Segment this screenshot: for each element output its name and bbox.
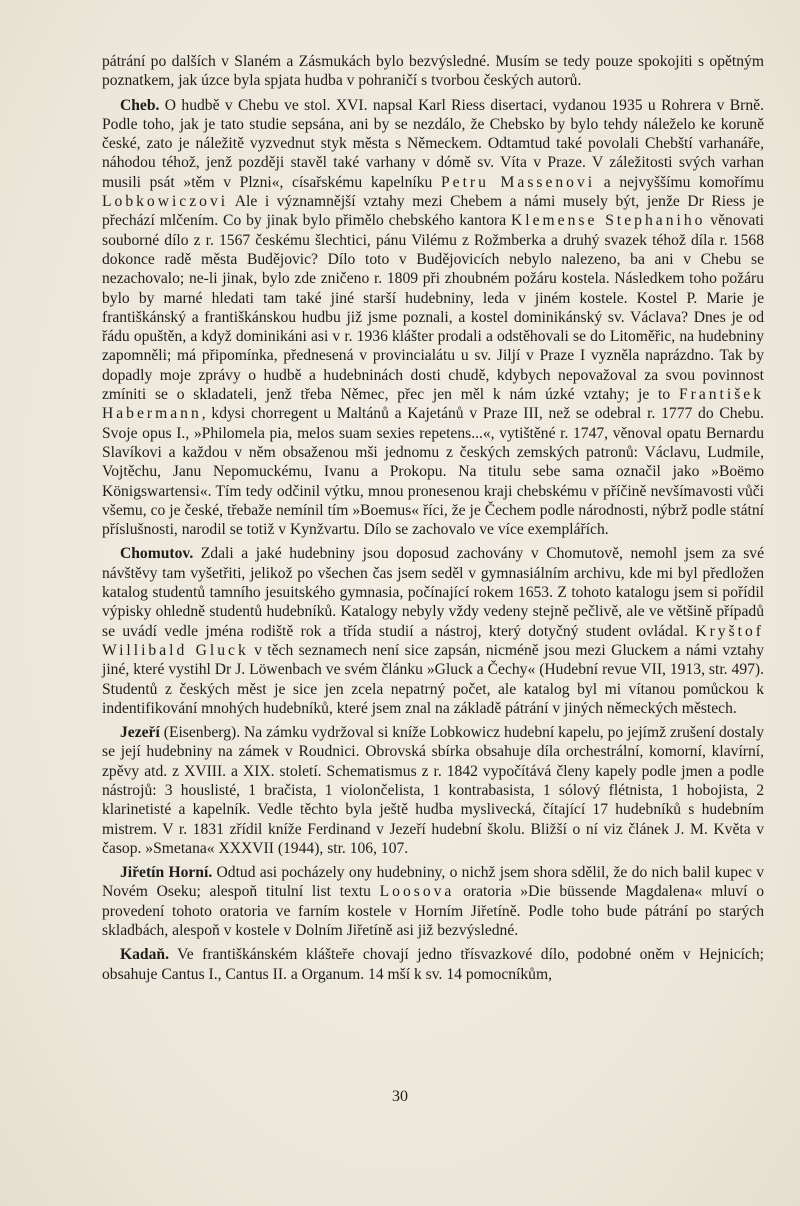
section-heading-jezeri: Jezeří xyxy=(120,724,160,742)
paragraph-text: oratoria »Die büssende Magdalena« mluví o provedení tohoto oratoria ve farním kostele v Horním Jiřetíně. Podle toho bude pátrání po starých skladbách, alespoň v kostele v Dolním Jiřetíně asi již bezvýsledné. xyxy=(102,883,764,940)
paragraph-jezeri xyxy=(102,723,764,858)
paragraph-cheb xyxy=(102,96,764,540)
person-name: Petru Massenovi xyxy=(440,173,596,191)
section-heading-kadan: Kadaň. xyxy=(120,946,169,964)
person-name: Kryštof Willibald Gluck xyxy=(102,622,764,659)
paragraph-text: Ve františkánském klášteře chovají jedno třísvazkové dílo, podobné oněm v Hejnicích; obsahuje Cantus I., Cantus II. a Organum. 14 mší k sv. 14 pomocníkům, xyxy=(102,946,764,983)
section-heading-cheb: Cheb. xyxy=(120,96,160,114)
paragraph-kadan xyxy=(102,945,764,984)
paragraph-text: věnovati souborné dílo z r. 1567 českému šlechtici, pánu Vilému z Rožmberka a druhý svazek téhož díla r. 1568 dokonce radě města Budějovic? Dílo toto v Budějovicích nebylo nalezeno, ba ani v Chebu se nezachovalo; ne-li jinak, bylo zde zničeno r. 1809 při zhoubném požáru kostela. Následkem toho požáru bylo by marné hledati tam také jiné starší hudebniny, leda v jiném kostele. Kostel P. Marie je františkánský a františkánskou hudbu již jsme poznali, a kostel dominikánský sv. Václava? Dnes je od řádu opuštěn, a když dominikáni asi v r. 1936 klášter prodali a odstěhovali se do Litoměřic, na hudebniny zapomněli; má připomínka, přednesená v provincialátu u sv. Jiljí v Praze I vyzněla naprázdno. Tak by dopadly moje zprávy o hudbě a hudebninách dosti chudě, kdybych nepovažoval za svou povinnost zmíniti se o skladateli, jenž třeba Němec, přec jen měl k nám úzké vztahy; je to xyxy=(102,212,765,404)
person-name: František Habermann xyxy=(102,386,764,423)
paragraph-text: Ale i významnější vztahy mezi Chebem a námi musely být, jenže Dr Riess je přechází mlčením. Co by jinak bylo přimělo chebského kantora xyxy=(102,193,764,230)
paragraph-intro xyxy=(102,52,764,91)
text-column xyxy=(102,52,764,989)
paragraph-text: Zdali a jaké hudebniny jsou doposud zachovány v Chomutově, nemohl jsem za své návštěvy tam vyšetřiti, jelikož po všechen čas jsem seděl v gymnasiálním archivu, kde mi byl předložen katalog studentů tamního jesuitského gymnasia, počínající rokem 1653. Z tohoto katalogu jsem si pořídil výpisky ohledně studentů hudebníků. Katalogy nebyly vždy vedeny stejně pečlivě, ale ve většině případů se uvádí vedle jména rodiště rok a třída studií a nástroj, který dotyčný student ovládal. xyxy=(102,545,764,640)
paragraph-jiretin xyxy=(102,863,764,940)
page-number: 30 xyxy=(392,1088,408,1105)
section-heading-jiretin: Jiřetín Horní. xyxy=(120,864,213,882)
paragraph-chomutov xyxy=(102,544,764,718)
paragraph-text: pátrání po dalších v Slaném a Zásmukách bylo bezvýsledné. Musím se tedy pouze spokojiti s opětným poznatkem, jak úzce byla spjata hudba v pohraničí s tvorbou českých autorů. xyxy=(102,53,764,90)
paragraph-text: a nejvyššímu komořímu xyxy=(595,173,764,191)
paragraph-text: , kdysi chorregent u Maltánů a Kajetánů v Praze III, než se odebral r. 1777 do Chebu. Svoje opus I., »Philomela pia, melos suam sexies repetens...«, vytištěné r. 1747, věnoval opatu Bernardu Slavíkovi a každou v něm obsaženou mši jednomu z českých zemských patronů: Václavu, Ludmile, Vojtěchu, Janu Nepomuckému, Ivanu a Prokopu. Na titulu sebe sama označil jako »Boëmo Königswartensi«. Tím tedy odčinil výtku, mnou pronesenou kraji chebskému v příčině nevšímavosti vůči všemu, co je české, třebaže nemínil tím »Boemus« říci, že je Čechem podle národnosti, nýbrž podle státní příslušnosti, narodil se totiž v Kynžvartu. Dílo se zachovalo ve více exemplářích. xyxy=(102,405,764,539)
paragraph-text: v těch seznamech není sice zapsán, nicméně jsou mezi Gluckem a námi vztahy jiné, které vystihl Dr J. Löwenbach ve svém článku »Gluck a Čechy« (Hudební revue VII, 1913, str. 497). Studentů z českých měst je sice jen zcela nepatrný počet, ale katalog byl mi vítanou pomůckou k indentifikování mnohých hudebníků, které jsem znal na základě pátrání v jiných německých městech. xyxy=(102,641,764,717)
section-heading-chomutov: Chomutov. xyxy=(120,545,194,563)
paragraph-text: (Eisenberg). Na zámku vydržoval si kníže Lobkowicz hudební kapelu, po jejímž zrušení dostaly se její hudebniny na zámek v Roudnici. Obrovská sbírka obsahuje díla orchestrální, komorní, klavírní, zpěvy atd. z XVIII. a XIX. století. Schematismus z r. 1842 vypočítává členy kapely podle jmen a podle nástrojů: 3 houslisté, 1 bračista, 1 violončelista, 1 kontrabasista, 1 sólový flétnista, 1 hobojista, 2 klarinetisté a kapelník. Vedle těchto byla ještě hudba myslivecká, čítající 17 hudebníků s hudebním mistrem. V r. 1831 zřídil kníže Ferdinand v Jezeří hudební školu. Bližší o ní viz článek J. M. Květa v časop. »Smetana« XXXVII (1944), str. 106, 107. xyxy=(102,724,764,857)
person-name: Lobkowiczovi xyxy=(102,193,229,211)
paragraph-text: O hudbě v Chebu ve stol. XVI. napsal Karl Riess disertaci, vydanou 1935 u Rohrera v Brně. Podle toho, jak je tato studie sepsána, ani by se nezdálo, že Chebsko by bylo tehdy náleželo ke koruně české, zato je náležitě vyzvednut styk města s Německem. Odtamtud také povolali Chebští varhanáře, náhodou téhož, jenž později stavěl také varhany v dómě sv. Víta v Praze. V záležitosti svých varhan musili psát »těm v Plzni«, císařskému kapelníku xyxy=(102,96,764,191)
person-name: Klemense Stephaniho xyxy=(511,212,706,230)
paragraph-text: Odtud asi pocházely ony hudebniny, o nichž jsem shora sdělil, že do nich balil kupec v Novém Oseku; alespoň titulní list textu xyxy=(102,864,764,901)
person-name: Loosova xyxy=(379,883,455,901)
